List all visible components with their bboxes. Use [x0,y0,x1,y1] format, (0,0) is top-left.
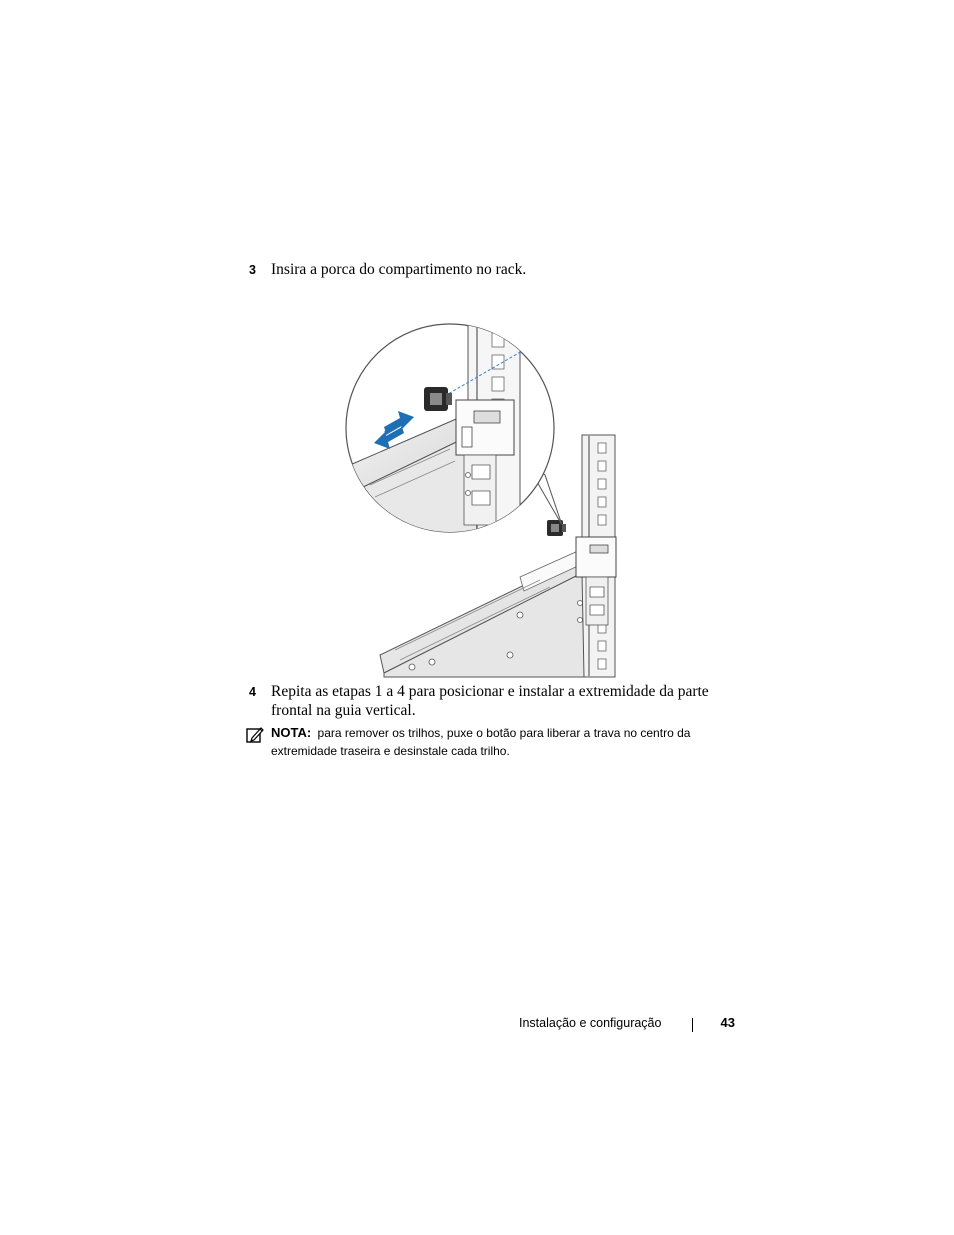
page-footer [519,1014,735,1034]
cage-nut-large [424,387,452,411]
step-text: Insira a porca do compartimento no rack. [271,261,527,278]
note-label: NOTA: [271,725,312,740]
page-number: 43 [720,1015,735,1030]
step-number: 3 [249,263,256,277]
footer-section-title: Instalação e configuração [519,1016,662,1030]
step-text: Repita as etapas 1 a 4 para posicionar e instalar a extremidade da parte frontal na guia vertical. [271,683,709,719]
note-text: para remover os trilhos, puxe o botão para liberar a trava no centro da extremidade traseira e desinstale cada trilho. [271,726,691,758]
step-3 [249,260,719,279]
rail-assembly [380,537,616,677]
pencil-note-icon [246,726,264,744]
cage-nut-small [547,520,566,536]
step-4 [249,682,719,720]
step-number: 4 [249,685,256,699]
magnified-detail [346,315,554,545]
cage-nut-illustration [340,315,630,680]
note-box [246,724,726,760]
footer-separator [692,1018,693,1032]
